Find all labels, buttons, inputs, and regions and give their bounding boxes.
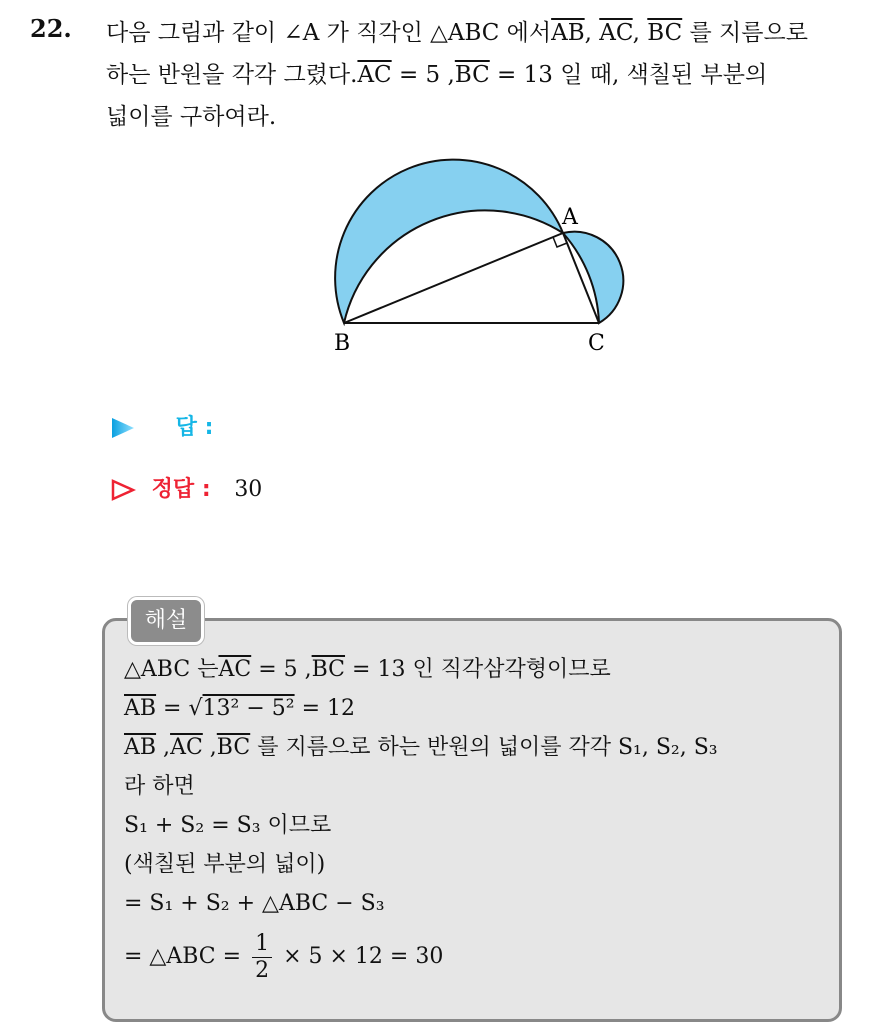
shaded-lune-ab [335,160,563,323]
solution-line-6: (색칠된 부분의 넓이) [124,852,326,877]
question-line-3: 넓이를 구하여라. [106,104,277,130]
answer-prompt-row [110,410,213,441]
solution-line-4: 라 하면 [124,774,195,799]
solution-line-1: △ABC 는$\overline{AC} = 5$ $,\overline{BC} = 13$ 인 직각삼각형이므로 [124,657,611,682]
solution-line-5: S₁ + S₂ = S₃ 이므로 [124,813,332,838]
play-outline-icon [110,478,136,502]
semicircle-figure [322,150,642,365]
fraction-one-half: $\frac{1}{2}$ [252,931,272,984]
question-line-1: 다음 그림과 같이 ∠A 가 직각인 △ABC 에서$\overline{AB}$, $\overline{AC}$, $\overline{BC}$ 를 지름으로 [106,20,808,46]
solution-line-3: $\overline{AB}$ $,\overline{AC}$ $,\overline{BC}$ 를 지름으로 하는 반원의 넓이를 각각 S₁, S₂, S₃ [124,735,718,760]
solution-text [124,650,834,987]
correct-answer-row [110,472,262,503]
label-a: A [562,205,578,230]
solution-line-7: = S₁ + S₂ + △ABC − S₃ [124,891,385,916]
solution-line-8: = △ABC = $\frac{1}{2}$ × 5 × 12 = 30 [124,930,444,983]
answer-prompt-label: 답 : [175,415,214,440]
question-line-2: 하는 반원을 각각 그렸다$.\overline{AC} = 5$ $,\overline{BC} = 13$ 일 때, 색칠된 부분의 [106,62,768,88]
correct-answer-label: 정답 : [151,477,211,502]
solution-line-2: $\overline{AB} = √13^2 - 5^2 = 12$ [124,696,355,721]
question-number: 22. [30,14,72,43]
play-icon [110,416,136,440]
solution-tag: 해설 [128,597,204,645]
question-text [106,12,866,138]
label-c: C [588,331,605,356]
label-b: B [334,331,351,356]
correct-answer-value: 30 [234,477,263,502]
